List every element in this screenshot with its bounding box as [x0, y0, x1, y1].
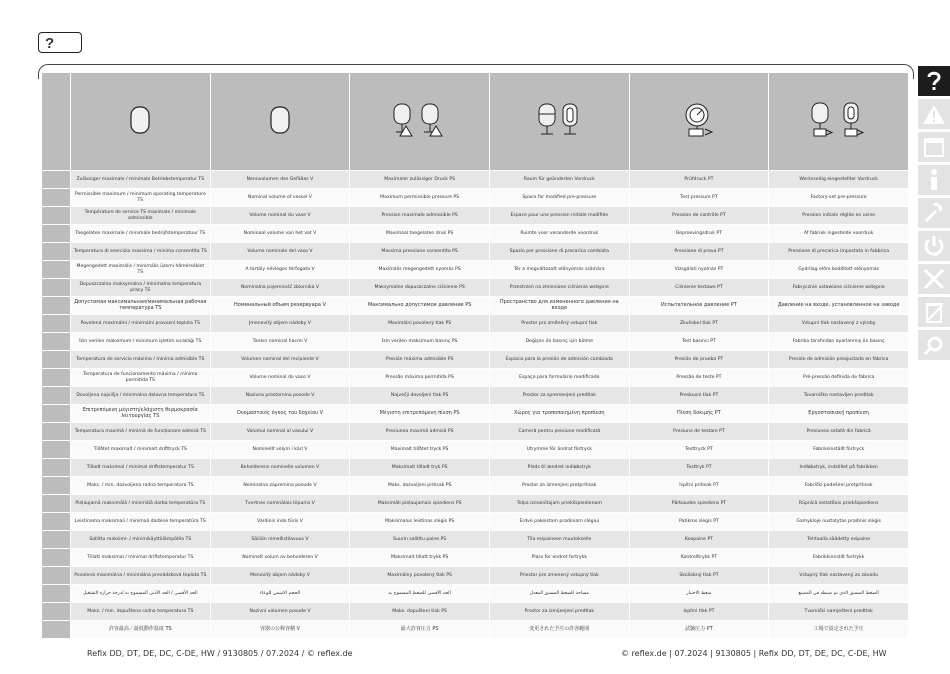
table-cell: Fabrycznie ustawione ciśnienie wstępne: [769, 279, 908, 296]
table-row: [42, 243, 908, 260]
row-language-marker: [42, 441, 70, 458]
table-cell: Tovarniško nastavljen predtlak: [769, 387, 908, 404]
header-corner: [42, 73, 70, 170]
table-cell: Fabriksinställt förtryck: [769, 441, 908, 458]
table-cell: Fabrika tarafından ayarlanmış ön basınç: [769, 333, 908, 350]
table-cell: Nominal volume of vessel V: [211, 189, 350, 206]
table-cell: Допустимая максимальная/минимальная рабочая температура TS: [71, 297, 210, 314]
installation-icon: [922, 201, 946, 225]
table-cell: Dopuszczalna maksymalna / minimalna temperatura pracy TS: [71, 279, 210, 296]
table-cell: Номинальный объем резервуара V: [211, 297, 350, 314]
row-language-marker: [42, 459, 70, 476]
sidebar-tab-warning[interactable]: [918, 99, 950, 129]
row-language-marker: [42, 495, 70, 512]
row-language-marker: [42, 603, 70, 620]
table-cell: Przestrzeń na zmienione ciśnienie wstępne: [490, 279, 629, 296]
sidebar-tab-service[interactable]: [918, 330, 950, 360]
table-cell: Volume nominale del vaso V: [211, 243, 350, 260]
table-row: [42, 513, 908, 530]
table-cell: Vizsgálati nyomás PT: [630, 261, 769, 278]
table-row: [42, 441, 908, 458]
table-cell: Test basıncı PT: [630, 333, 769, 350]
table-cell: Μέγιστη επιτρεπόμενη πίεση PS: [350, 405, 489, 422]
table-cell: 試験圧力 PT: [630, 621, 769, 638]
table-cell: Priestor pre zmenený vstupný tlak: [490, 567, 629, 584]
table-row: [42, 261, 908, 278]
table-cell: Pression initiale réglée en usine: [769, 207, 908, 224]
table-cell: Πίεση δοκιμής PT: [630, 405, 769, 422]
table-cell: Température de service TS maximale / minimale admissible: [71, 207, 210, 224]
table-cell: Gamykloje nustatytas pradinis slėgis: [769, 513, 908, 530]
sidebar-tab-installation[interactable]: [918, 198, 950, 228]
table-cell: Test pressure PT: [630, 189, 769, 206]
table-cell: Tillatt maksimal / minimal driftstemperatur TS: [71, 549, 210, 566]
table-cell: Prostor za spremenjeni predtlak: [490, 387, 629, 404]
table-row: [42, 603, 908, 620]
table-cell: Temperatura di esercizio massima / minima consentita TS: [71, 243, 210, 260]
table-row: [42, 315, 908, 332]
table-cell: Pressione di prova PT: [630, 243, 769, 260]
table-cell: Spazio per pressione di precarica cambiata: [490, 243, 629, 260]
table-cell: الحد الأقصى للضغط المسموح به: [350, 585, 489, 602]
table-cell: 変更された予圧の許容範囲: [490, 621, 629, 638]
table-cell: Factory-set pre-pressure: [769, 189, 908, 206]
disposal-icon: [923, 300, 945, 324]
table-cell: Beproevingsdruk PT: [630, 225, 769, 242]
row-language-marker: [42, 621, 70, 638]
table-row: [42, 621, 908, 638]
table-cell: Maksimalt tillatt trykk PS: [350, 549, 489, 566]
table-cell: Permissible maximum / minimum operating temperature TS: [71, 189, 210, 206]
table-cell: Presiunea setată din fabrică: [769, 423, 908, 440]
table-cell: Tér a megváltozott előnyomás számára: [490, 261, 629, 278]
table-cell: Zulässiger maximale / minimale Betriebstemperatur TS: [71, 171, 210, 188]
table-cell: Fabrikkinnstilt fortrykk: [769, 549, 908, 566]
table-cell: Patikros slėgis PT: [630, 513, 769, 530]
table-cell: Nazivni volumen posude V: [211, 603, 350, 620]
table-cell: Presiunea maximă admisă PS: [350, 423, 489, 440]
table-row: [42, 351, 908, 368]
row-language-marker: [42, 279, 70, 296]
icon-header-row: [42, 73, 908, 170]
row-language-marker: [42, 315, 70, 332]
table-cell: Maks. / min. dopuštena radna temperatura TS: [71, 603, 210, 620]
table-cell: Ciśnienie testowe PT: [630, 279, 769, 296]
table-row: [42, 459, 908, 476]
vessel-outline-icon: [71, 73, 210, 170]
table-cell: Pression maximale admissible PS: [350, 207, 489, 224]
sidebar-tab-power[interactable]: [918, 231, 950, 261]
table-cell: 容器の公称容積 V: [211, 621, 350, 638]
table-cell: Povolená maximálna / minimálna prevádzková teplota TS: [71, 567, 210, 584]
table-row: [42, 477, 908, 494]
table-cell: Pré-pressão definida de fábrica: [769, 369, 908, 386]
table-cell: Massima pressione consentita PS: [350, 243, 489, 260]
table-cell: 工場で設定された予圧: [769, 621, 908, 638]
table-cell: Nominaal volume van het vat V: [211, 225, 350, 242]
table-cell: Fabrički podešeni pretpritisak: [769, 477, 908, 494]
service-icon: [922, 333, 946, 357]
table-cell: مساحة للضغط المسبق المعدل: [490, 585, 629, 602]
row-language-marker: [42, 171, 70, 188]
table-cell: Pārbaudes spiediens PT: [630, 495, 769, 512]
table-cell: Tila esipaineen muutokselle: [490, 531, 629, 548]
warning-icon: [922, 103, 946, 125]
table-cell: Maximalt tillåtet tryck PS: [350, 441, 489, 458]
symbols-table: [41, 72, 909, 639]
table-row: [42, 549, 908, 566]
table-cell: İzin verilen maksimum basınç PS: [350, 333, 489, 350]
question-icon: [924, 69, 944, 93]
table-cell: Ispitni tlak PT: [630, 603, 769, 620]
table-cell: Maximálny povolený tlak PS: [350, 567, 489, 584]
table-cell: Nominellt volym i kärl V: [211, 441, 350, 458]
row-language-marker: [42, 189, 70, 206]
table-cell: Maximální povolený tlak PS: [350, 315, 489, 332]
table-cell: Erdvė pakeistam pradiniam slėgiui: [490, 513, 629, 530]
table-cell: Gyárilag előre beállított előnyomás: [769, 261, 908, 278]
table-cell: Raum für geänderten Vordruck: [490, 171, 629, 188]
table-row: [42, 225, 908, 242]
table-cell: Pressão de teste PT: [630, 369, 769, 386]
table-cell: Presiune de testare PT: [630, 423, 769, 440]
table-cell: Maks. dopušteni tlak PS: [350, 603, 489, 620]
table-cell: Maximális megengedett nyomás PS: [350, 261, 489, 278]
row-language-marker: [42, 549, 70, 566]
table-cell: 許容最高／最低動作温度 TS: [71, 621, 210, 638]
table-cell: الحجم الاسمي للوعاء: [211, 585, 350, 602]
sidebar-tab-disposal[interactable]: [918, 297, 950, 327]
table-row: [42, 567, 908, 584]
table-cell: Пространство для измененного давления на входе: [490, 297, 629, 314]
table-cell: Tehtaalla säädetty esipaine: [769, 531, 908, 548]
row-language-marker: [42, 207, 70, 224]
table-cell: Največji dovoljeni tlak PS: [350, 387, 489, 404]
sidebar-tab-maintenance[interactable]: [918, 264, 950, 294]
table-cell: Skúšobný tlak PT: [630, 567, 769, 584]
table-row: [42, 297, 908, 314]
table-cell: Kontrolltrykk PT: [630, 549, 769, 566]
page-marker-box: ?: [38, 32, 82, 53]
table-cell: Maximum permissible pressure PS: [350, 189, 489, 206]
table-cell: Säiliön nimellistilavuus V: [211, 531, 350, 548]
table-cell: Plass for endret fortrykk: [490, 549, 629, 566]
table-cell: Povolená maximální / minimální provozní teplota TS: [71, 315, 210, 332]
table-cell: Prostor za izmijenjeni predtlak: [490, 603, 629, 620]
table-cell: Menovitý objem nádoby V: [211, 567, 350, 584]
table-cell: Testtryck PT: [630, 441, 769, 458]
sidebar-tab-delivery[interactable]: [918, 132, 950, 162]
sidebar-tab-question[interactable]: [918, 66, 950, 96]
table-cell: Espaço para formulário modificado: [490, 369, 629, 386]
row-language-marker: [42, 261, 70, 278]
table-cell: Prostor za izmenjeni pretpritisak: [490, 477, 629, 494]
table-cell: Nominalna pojemność zbiornika V: [211, 279, 350, 296]
chapter-sidebar: [918, 66, 950, 363]
table-cell: Pressão máxima permitida PS: [350, 369, 489, 386]
power-icon: [922, 234, 946, 258]
table-cell: Vstupný tlak nastavený zo závodu: [769, 567, 908, 584]
table-cell: الضغط المسبق الذي تم ضبطه في المصنع: [769, 585, 908, 602]
row-language-marker: [42, 333, 70, 350]
row-language-marker: [42, 477, 70, 494]
table-cell: Volumen nominal del recipiente V: [211, 351, 350, 368]
table-cell: Dovoljena najvišja / minimalna delovna temperatura TS: [71, 387, 210, 404]
row-language-marker: [42, 513, 70, 530]
table-cell: İzin verilen maksimum / minimum işletim sıcaklığı TS: [71, 333, 210, 350]
table-cell: Tankın nominal hacmi V: [211, 333, 350, 350]
table-cell: Επιτρεπόμενη μέγιστη/ελάχιστη θερμοκρασία λειτουργίας TS: [71, 405, 210, 422]
table-cell: Rūpnīcā iestatītais priekšspiediens: [769, 495, 908, 512]
table-cell: Nominalna zapremina posude V: [211, 477, 350, 494]
table-cell: Sallittu maksimi- / minimikäyttölämpötila TS: [71, 531, 210, 548]
table-cell: Pression de contrôle PT: [630, 207, 769, 224]
vessel-preset-icon: [769, 73, 908, 170]
table-row: [42, 189, 908, 206]
table-row: [42, 531, 908, 548]
row-language-marker: [42, 585, 70, 602]
table-cell: Espace pour une pression initiale modifiée: [490, 207, 629, 224]
row-language-marker: [42, 387, 70, 404]
table-cell: Максимально допустимое давление PS: [350, 297, 489, 314]
table-cell: ضغط الاختبار: [630, 585, 769, 602]
row-language-marker: [42, 297, 70, 314]
table-cell: Maks. / min. dozvoljena radna temperatura TS: [71, 477, 210, 494]
table-cell: Zkušební tlak PT: [630, 315, 769, 332]
table-cell: Maksimalt tilladt tryk PS: [350, 459, 489, 476]
table-cell: Nennvolumen des Gefäßes V: [211, 171, 350, 188]
table-cell: Jmenovitý objem nádoby V: [211, 315, 350, 332]
table-row: [42, 207, 908, 224]
table-row: [42, 279, 908, 296]
vessel-outline-icon: [211, 73, 350, 170]
delivery-icon: [922, 136, 946, 158]
maintenance-icon: [922, 267, 946, 291]
table-cell: Testtryk PT: [630, 459, 769, 476]
table-cell: Indløbstryk, indstillet på fabrikken: [769, 459, 908, 476]
sidebar-tab-info[interactable]: [918, 165, 950, 195]
table-row: [42, 387, 908, 404]
table-cell: Tilladt maksimal / minimal driftstemperatur TS: [71, 459, 210, 476]
table-cell: 最大許容圧力 PS: [350, 621, 489, 638]
table-row: [42, 171, 908, 188]
row-language-marker: [42, 243, 70, 260]
table-cell: Af fabriek ingestelde voordruk: [769, 225, 908, 242]
table-cell: Presión de admisión preajustada en fábrica: [769, 351, 908, 368]
table-cell: Espacio para la presión de admisión cambiada: [490, 351, 629, 368]
table-cell: Werksseitig eingestellter Vordruck: [769, 171, 908, 188]
table-cell: Suurin sallittu paine PS: [350, 531, 489, 548]
table-cell: Değişen ön basınç için bölme: [490, 333, 629, 350]
row-language-marker: [42, 405, 70, 422]
table-cell: Ονομαστικός όγκος του δοχείου V: [211, 405, 350, 422]
vessels-warning-icon: [350, 73, 489, 170]
table-cell: Tvornički namješteni predtlak: [769, 603, 908, 620]
table-cell: Temperatura de servicio máxima / mínima admisible TS: [71, 351, 210, 368]
table-cell: Давление на входе, установленное на заводе: [769, 297, 908, 314]
table-cell: Space for modified pre-pressure: [490, 189, 629, 206]
row-language-marker: [42, 423, 70, 440]
table-cell: Ruimte voor veranderde voordruk: [490, 225, 629, 242]
row-language-marker: [42, 351, 70, 368]
table-row: [42, 495, 908, 512]
table-cell: Presión de prueba PT: [630, 351, 769, 368]
table-cell: Temperatura maximă / minimă de funcționare admisă TS: [71, 423, 210, 440]
table-cell: Pressione di precarica impostata in fabbrica: [769, 243, 908, 260]
table-row: [42, 405, 908, 422]
table-cell: Εργοστασιακή προπίεση: [769, 405, 908, 422]
row-language-marker: [42, 531, 70, 548]
table-cell: Vstupní tlak nastavený z výroby: [769, 315, 908, 332]
row-language-marker: [42, 567, 70, 584]
table-cell: Plads til ændret indløbstryk: [490, 459, 629, 476]
table-cell: Volume nominal du vase V: [211, 207, 350, 224]
table-cell: Pieļaujamā maksimālā / minimālā darba temperatūra TS: [71, 495, 210, 512]
vessels-pressure-icon: [490, 73, 629, 170]
row-language-marker: [42, 225, 70, 242]
table-cell: Испытательное давление PT: [630, 297, 769, 314]
row-language-marker: [42, 369, 70, 386]
table-cell: Utrymme för ändrat förtryck: [490, 441, 629, 458]
table-cell: Maksimalus leistinas slėgis PS: [350, 513, 489, 530]
table-cell: Temperatura de funcionamento máxima / mínima permitida TS: [71, 369, 210, 386]
table-cell: Maks. dozvoljeni pritisak PS: [350, 477, 489, 494]
table-cell: Nazivna prostornina posode V: [211, 387, 350, 404]
table-cell: Telpa izmainītajam priekšspiedienam: [490, 495, 629, 512]
table-row: [42, 585, 908, 602]
table-cell: Maximaler zulässiger Druck PS: [350, 171, 489, 188]
table-cell: Volumul nominal al vasului V: [211, 423, 350, 440]
table-cell: Maximaal toegelaten druk PS: [350, 225, 489, 242]
table-cell: Tvertnes nominālais tilpums V: [211, 495, 350, 512]
table-cell: Megengedett maximális / minimális üzemi hőmérséklet TS: [71, 261, 210, 278]
table-cell: Prüfdruck PT: [630, 171, 769, 188]
table-cell: Χώρος για τροποποιημένη προπίεση: [490, 405, 629, 422]
table-row: [42, 369, 908, 386]
table-cell: Leistinama maksimali / minimali darbinė temperatūra TS: [71, 513, 210, 530]
footer-right: © reflex.de | 07.2024 | 9130805 | Refix DD, DT, DE, DC, C-DE, HW: [621, 649, 887, 658]
table-row: [42, 423, 908, 440]
table-cell: Beholderens nominelle volumen V: [211, 459, 350, 476]
table-cell: Ispitni pritisak PT: [630, 477, 769, 494]
table-cell: Cameră pentru presiune modificată: [490, 423, 629, 440]
table-cell: A tartály névleges térfogata V: [211, 261, 350, 278]
table-cell: Prostor pro změněný vstupní tlak: [490, 315, 629, 332]
table-cell: Maksymalne dopuszczalne ciśnienie PS: [350, 279, 489, 296]
info-icon: [928, 168, 940, 192]
footer-left: Refix DD, DT, DE, DC, C-DE, HW / 9130805 / 07.2024 / © reflex.de: [87, 649, 353, 658]
table-cell: Preskusni tlak PT: [630, 387, 769, 404]
table-cell: Toegelaten maximale / minimale bedrijfstemperatuur TS: [71, 225, 210, 242]
pressure-gauge-icon: [630, 73, 769, 170]
table-cell: Nominelt volum av beholderen V: [211, 549, 350, 566]
table-cell: Tillåtet maximalt / minimalt drifttryck TS: [71, 441, 210, 458]
table-cell: Koepaine PT: [630, 531, 769, 548]
table-cell: Maksimāli pieļaujamais spiediens PS: [350, 495, 489, 512]
table-cell: Vardinis indo tūris V: [211, 513, 350, 530]
table-cell: Volume nominal do vaso V: [211, 369, 350, 386]
table-cell: Presión máxima admisible PS: [350, 351, 489, 368]
table-row: [42, 333, 908, 350]
table-cell: الحد الأقصى / الحد الأدنى المسموح به لدرجة حرارة التشغيل: [71, 585, 210, 602]
